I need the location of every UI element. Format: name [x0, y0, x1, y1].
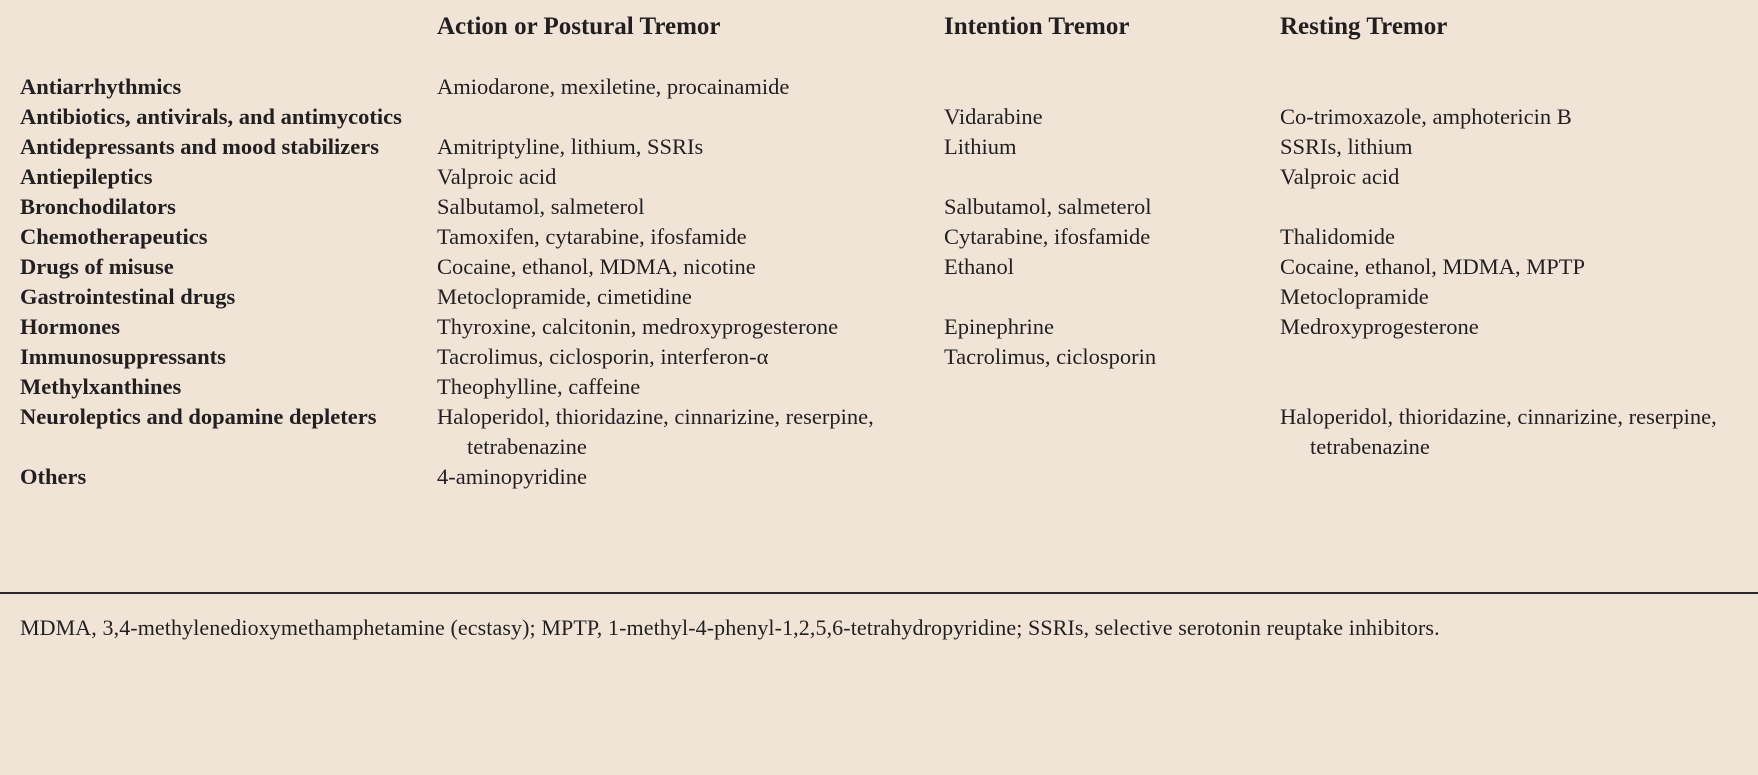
row-category: Hormones — [20, 314, 120, 339]
table-footnote: MDMA, 3,4-methylenedioxymethamphetamine (ecstasy); MPTP, 1-methyl-4-phenyl-1,2,5,6-tetrahydropyridine; SSRIs, selective serotonin reuptake inhibitors. — [20, 615, 1440, 640]
row-resting-drugs: Thalidomide — [1280, 224, 1395, 249]
row-category: Drugs of misuse — [20, 254, 174, 279]
row-action-drugs: Cocaine, ethanol, MDMA, nicotine — [437, 254, 756, 279]
row-resting-drugs: SSRIs, lithium — [1280, 134, 1413, 159]
table-header-row — [20, 0, 1740, 72]
row-resting-drugs: Metoclopramide — [1280, 284, 1429, 309]
drug-tremor-table — [20, 0, 1740, 492]
row-action-drugs: Valproic acid — [437, 164, 557, 189]
row-intention-drugs — [944, 72, 1280, 102]
row-action-drugs: Metoclopramide, cimetidine — [437, 284, 692, 309]
row-action-drugs: Amiodarone, mexiletine, procainamide — [437, 74, 790, 99]
header-resting-tremor: Resting Tremor — [1280, 13, 1448, 40]
table-row — [20, 282, 1740, 312]
row-intention-drugs: Salbutamol, salmeterol — [944, 194, 1152, 219]
row-resting-drugs — [1280, 72, 1740, 102]
row-intention-drugs — [944, 282, 1280, 312]
row-category: Immunosuppressants — [20, 344, 226, 369]
table-row — [20, 162, 1740, 192]
table-footer-divider — [0, 592, 1758, 594]
row-category: Antibiotics, antivirals, and antimycotics — [20, 104, 402, 129]
row-intention-drugs — [944, 372, 1280, 402]
row-action-drugs: Theophylline, caffeine — [437, 374, 641, 399]
header-category — [20, 0, 437, 72]
row-intention-drugs: Epinephrine — [944, 314, 1054, 339]
row-category: Antiarrhythmics — [20, 74, 182, 99]
row-resting-drugs: Haloperidol, thioridazine, cinnarizine, reserpine, tetrabenazine — [1280, 404, 1717, 459]
row-category: Neuroleptics and dopamine depleters — [20, 404, 377, 429]
row-category: Gastrointestinal drugs — [20, 284, 236, 309]
row-action-drugs — [437, 102, 944, 132]
row-resting-drugs — [1280, 192, 1740, 222]
row-intention-drugs: Tacrolimus, ciclosporin — [944, 344, 1157, 369]
row-intention-drugs: Vidarabine — [944, 104, 1043, 129]
row-action-drugs: 4-aminopyridine — [437, 464, 587, 489]
row-resting-drugs — [1280, 372, 1740, 402]
row-resting-drugs: Valproic acid — [1280, 164, 1400, 189]
table-row — [20, 72, 1740, 102]
row-category: Methylxanthines — [20, 374, 182, 399]
header-action-tremor: Action or Postural Tremor — [437, 13, 721, 40]
row-resting-drugs — [1280, 462, 1740, 492]
row-action-drugs: Tacrolimus, ciclosporin, interferon-α — [437, 344, 769, 369]
drug-tremor-table-container — [20, 0, 1740, 492]
row-action-drugs: Haloperidol, thioridazine, cinnarizine, reserpine, tetrabenazine — [437, 404, 874, 459]
table-row — [20, 402, 1740, 462]
row-action-drugs: Salbutamol, salmeterol — [437, 194, 645, 219]
row-intention-drugs — [944, 162, 1280, 192]
row-action-drugs: Amitriptyline, lithium, SSRIs — [437, 134, 704, 159]
row-intention-drugs — [944, 462, 1280, 492]
row-category: Bronchodilators — [20, 194, 176, 219]
row-resting-drugs: Cocaine, ethanol, MDMA, MPTP — [1280, 254, 1585, 279]
table-row — [20, 372, 1740, 402]
row-category: Others — [20, 464, 87, 489]
table-row — [20, 222, 1740, 252]
table-row — [20, 342, 1740, 372]
row-resting-drugs: Co-trimoxazole, amphotericin B — [1280, 104, 1572, 129]
row-intention-drugs: Lithium — [944, 134, 1017, 159]
row-category: Antidepressants and mood stabilizers — [20, 134, 380, 159]
table-row — [20, 312, 1740, 342]
row-intention-drugs — [944, 402, 1280, 462]
table-row — [20, 102, 1740, 132]
row-intention-drugs: Cytarabine, ifosfamide — [944, 224, 1151, 249]
row-action-drugs: Thyroxine, calcitonin, medroxyprogesterone — [437, 314, 839, 339]
table-row — [20, 192, 1740, 222]
row-category: Antiepileptics — [20, 164, 153, 189]
table-row — [20, 132, 1740, 162]
table-row — [20, 252, 1740, 282]
row-resting-drugs: Medroxyprogesterone — [1280, 314, 1479, 339]
header-intention-tremor: Intention Tremor — [944, 13, 1130, 40]
row-intention-drugs: Ethanol — [944, 254, 1014, 279]
row-action-drugs: Tamoxifen, cytarabine, ifosfamide — [437, 224, 747, 249]
row-category: Chemotherapeutics — [20, 224, 208, 249]
table-row — [20, 462, 1740, 492]
row-resting-drugs — [1280, 342, 1740, 372]
table-body — [20, 72, 1740, 492]
